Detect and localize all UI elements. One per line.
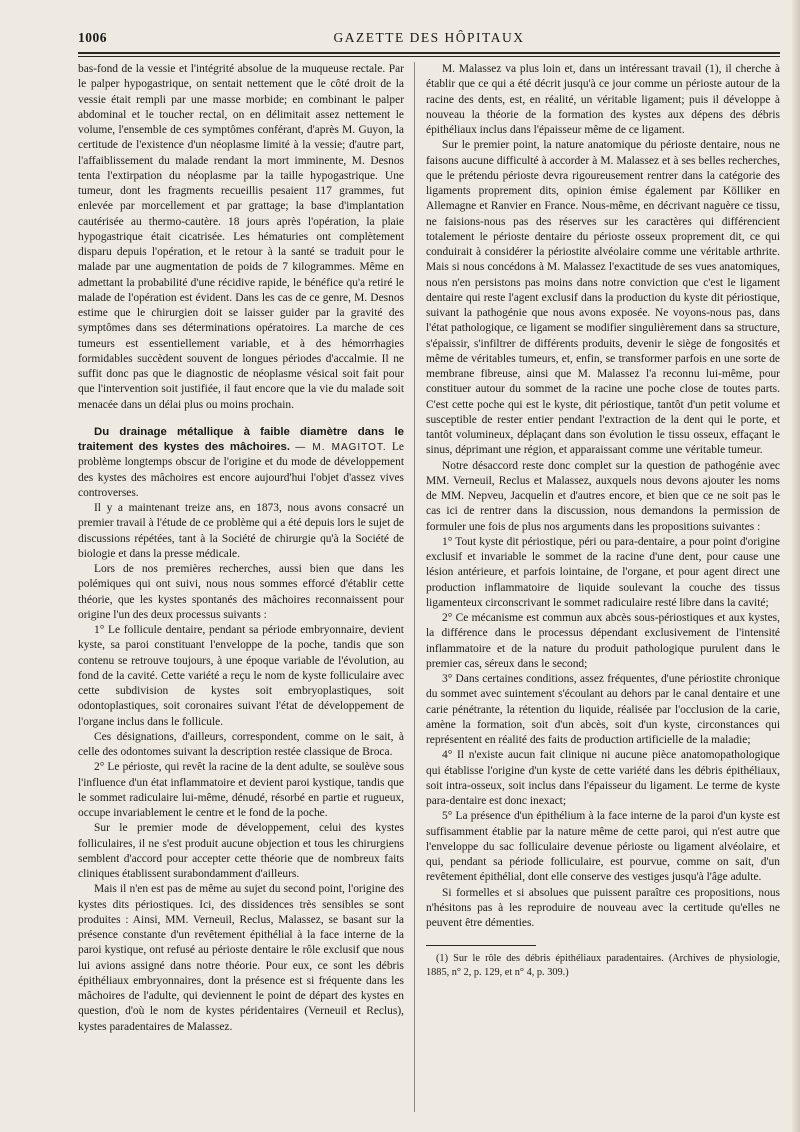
header-rule-thin xyxy=(78,56,780,57)
paragraph: 5° La présence d'un épithélium à la face interne de la paroi d'un kyste est suffisamment établie par la nature même de cette paroi, qui n'est autre que l'enveloppe du sac folliculaire devenue périoste ou ligament alvéolaire, et qui, pendant sa période folliculaire, est pourvue, comme on sait, d'un revêtement épithélial, dont elle conserve des vestiges jusqu'à l'âge adulte. xyxy=(426,810,780,884)
paragraph: Ces désignations, d'ailleurs, correspondent, comme on le sait, à celle des odontomes suivant la description restée classique de Broca. xyxy=(78,730,404,758)
paragraph: Sur le premier point, la nature anatomique du périoste dentaire, nous ne faisons aucune difficulté à accorder à M. Malassez et à ses belles recherches, que le prétendu périoste devra rigoureusement rentrer dans la catégorie des ligaments proprement dits, opinion émise également par Kölliker en Allemagne et Ranvier en France. Nous-même, en décrivant naguère ce tissu, ne faisions-nous pas des réserves sur les caractères qui différencient totalement le périoste dentaire du périoste osseux proprement dit, ce qui conduirait à considérer la périostite alvéolaire comme une véritable arthrite. Mais si nous concédons à M. Malassez l'exactitude de ses vues anatomiques, nous n'en persistons pas moins dans notre conviction que c'est le ligament dentaire qui reste l'agent exclusif dans la production du kyste dit périostique, suivant la pathogénie que nous avons exposée. Ne voyons-nous pas, dans l'état pathologique, ce ligament se modifier singulièrement dans sa structure, s'épaissir, s'infiltrer de différents produits, devenir le siège de fongosités et même de véritables tumeurs, et, enfin, se transformer parfois en une sorte de membrane fibreuse, ainsi que M. Malassez l'a reconnu lui-même, pour constituer autour du sommet de la racine une poche close de toutes parts. C'est cette poche qui est le kyste, dit périostique, tantôt d'un petit volume et susceptible de rester entier pendant l'extraction de la dent qui le porte, et tantôt volumineux, déplaçant dans son évolution le tissu osseux, effaçant le sinus, déprimant une région, et apparaissant comme une véritable tumeur. xyxy=(426,139,780,457)
footnote-rule xyxy=(426,945,536,946)
journal-title: GAZETTE DES HÔPITAUX xyxy=(333,30,525,45)
paragraph: Notre désaccord reste donc complet sur la question de pathogénie avec MM. Verneuil, Reclus et Malassez, auxquels nous devons ajouter les noms de MM. Nepveu, Jacquelin et d'autres encore, et bien que ce ne soit pas le cas ici de rentrer dans la discussion, nous demandons la permission de formuler une fois de plus nos arguments dans les propositions suivantes : xyxy=(426,459,780,533)
paragraph: 2° Le périoste, qui revêt la racine de la dent adulte, se soulève sous l'influence d'un état inflammatoire et devient paroi kystique, tandis que le sommet radiculaire lui-même, dénudé, résorbé en partie et rugueux, occupe invariablement le centre et le fond de la poche. xyxy=(78,761,404,819)
header-rule-thick xyxy=(78,52,780,54)
page-edge xyxy=(792,0,800,1132)
right-column xyxy=(426,62,780,979)
section-intro xyxy=(78,425,404,501)
page-header xyxy=(78,30,780,50)
paragraph: 1° Tout kyste dit périostique, péri ou para-dentaire, a pour point d'origine exclusif et invariable le sommet de la racine d'une dent, pour cause une lésion antérieure, et parfois lointaine, de l'organe, et pour agent direct une production inflammatoire de liquide soulevant la couche des tissus ligamenteux circonscrivant le sommet radiculaire resté libre dans la cavité; xyxy=(426,535,780,609)
paragraph: Mais il n'en est pas de même au sujet du second point, l'origine des kystes dits périostiques. Ici, des dissidences très sensibles se sont produites : Ainsi, MM. Verneuil, Reclus, Malassez, se basant sur la présence constante d'un revêtement épithélial à la face interne de la paroi kystique, ont refusé au périoste dentaire le rôle exclusif que nous lui avions assigné dans notre théorie. Pour eux, ce sont les débris épithéliaux embryonnaires, dont la présence est si fréquente dans les mâchoires de l'adulte, qui deviennent le point de départ des kystes en question, d'où le nom de kystes péridentaires (Verneuil et Reclus), kystes paradentaires de Malassez. xyxy=(78,883,404,1033)
paragraph: 3° Dans certaines conditions, assez fréquentes, d'une périostite chronique du sommet avec suintement s'écoulant au dehors par le canal dentaire et une carie pénétrante, la rétention du liquide, réalisée par l'occlusion de la carie, amène la formation, soit d'un abcès, soit d'un kyste, circonstances qui représentent en réalité des faits de production artificielle de la maladie; xyxy=(426,673,780,746)
section-intro-text: Le problème longtemps obscur de l'origine et du mode de développement des kystes des mâchoires est encore aujourd'hui l'objet d'assez vives controverses. xyxy=(78,441,404,499)
paragraph: Il y a maintenant treize ans, en 1873, nous avons consacré un premier travail à l'étude de ce problème qui a été depuis lors le sujet de discussions répétées, tant à la Société de chirurgie qu'à la Société de biologie et dans la presse médicale. xyxy=(78,502,404,560)
paragraph: bas-fond de la vessie et l'intégrité absolue de la muqueuse rectale. Par le palper hypogastrique, on sentait nettement que le côté droit de la vessie était rempli par une masse morbide; en combinant le palper abdominal et le toucher rectal, on en délimitait assez nettement le volume, l'ensemble de ces symptômes conférant, d'après M. Guyon, la certitude de l'existence d'un néoplasme limité à la vessie; d'autre part, l'affaiblissement du malade rendant la mort imminente, M. Desnos tenta l'extirpation du néoplasme par la taille hypogastrique. Une tumeur, dont les fragments recueillis pesaient 117 grammes, fut enlevée par morcellement et par grattage; la base d'implantation cautérisée au thermo-cautère. 18 jours après l'opération, la plaie hypogastrique était cicatrisée. Les hématuries ont complètement disparu depuis l'opération, et le retour à la santé se traduit pour le malade par une augmentation de poids de 7 kilogrammes. Même en admettant la probabilité d'une récidive rapide, le bénéfice qu'a retiré le malade de l'opération est évident. Dans les cas de ce genre, M. Desnos estime que le chirurgien doit se laisser guider par la gravité des symptômes dans ses déterminations opératoires. La marche de ces tumeurs est essentiellement variable, et à des hémorrhagies formidables succèdent souvent de longues périodes d'accalmie. Il ne suffit donc pas que le diagnostic de néoplasme vésical soit fait pour que l'intervention soit justifiée, il faut encore que la vie du malade soit menacée dans un délai plus ou moins prochain. xyxy=(78,63,404,411)
section-author: — M. MAGITOT. xyxy=(295,442,387,453)
paragraph: 2° Ce mécanisme est commun aux abcès sous-périostiques et aux kystes, la différence dans le processus dépendant exclusivement de l'intensité inflammatoire et de la nature du produit pathologique purulent dans le premier cas, séreux dans le second; xyxy=(426,612,780,670)
paragraph: M. Malassez va plus loin et, dans un intéressant travail (1), il cherche à établir que ce qui a été décrit jusqu'à ce jour comme un périoste autour de la racine des dents, est, en réalité, un véritable ligament; puis il développe à nouveau la théorie de la formation des kystes aux dépens des débris épithéliaux inclus dans l'épaisseur même de ce ligament. xyxy=(426,63,780,136)
footnote: (1) Sur le rôle des débris épithéliaux paradentaires. (Archives de physiologie, 1885, n° 2, p. 129, et n° 4, p. 309.) xyxy=(426,953,780,978)
column-divider xyxy=(414,62,415,1112)
page-number: 1006 xyxy=(78,30,107,45)
section-heading: Du drainage métallique à faible diamètre dans le traitement des kystes des mâchoires. xyxy=(78,425,404,453)
paragraph: Sur le premier mode de développement, celui des kystes folliculaires, il ne s'est produit aucune objection et tous les chirurgiens semblent d'accord pour accepter cette théorie que de nombreux faits cliniques établissent surabondamment d'ailleurs. xyxy=(78,822,404,880)
paragraph: Si formelles et si absolues que puissent paraître ces propositions, nous n'hésitons pas à les reproduire de nouveau avec la certitude qu'elles ne peuvent être démenties. xyxy=(426,886,780,929)
paragraph: 4° Il n'existe aucun fait clinique ni aucune pièce anatomopathologique qui établisse l'origine d'un kyste de cette variété dans les débris épithéliaux, soit intra-osseux, soit inclus dans l'épaisseur du ligament. Le terme de kyste para-dentaire est donc inexact; xyxy=(426,749,780,807)
paragraph: 1° Le follicule dentaire, pendant sa période embryonnaire, devient kyste, sa paroi constituant l'enveloppe de la poche, tandis que son contenu se retrouve toujours, à une époque variable de l'évolution, au fond de la cavité. Cette variété a reçu le nom de kyste folliculaire avec cette subdivision de kystes soit embryoplastiques, soit odontoplastiques, soit coronaires suivant l'état de développement de l'organe inclus dans le follicule. xyxy=(78,624,404,728)
paragraph: Lors de nos premières recherches, aussi bien que dans les polémiques qui ont suivi, nous nous sommes efforcé d'établir cette théorie, que les kystes spontanés des mâchoires reconnaissent pour origine l'un des deux processus suivants : xyxy=(78,563,404,621)
left-column xyxy=(78,62,404,1035)
